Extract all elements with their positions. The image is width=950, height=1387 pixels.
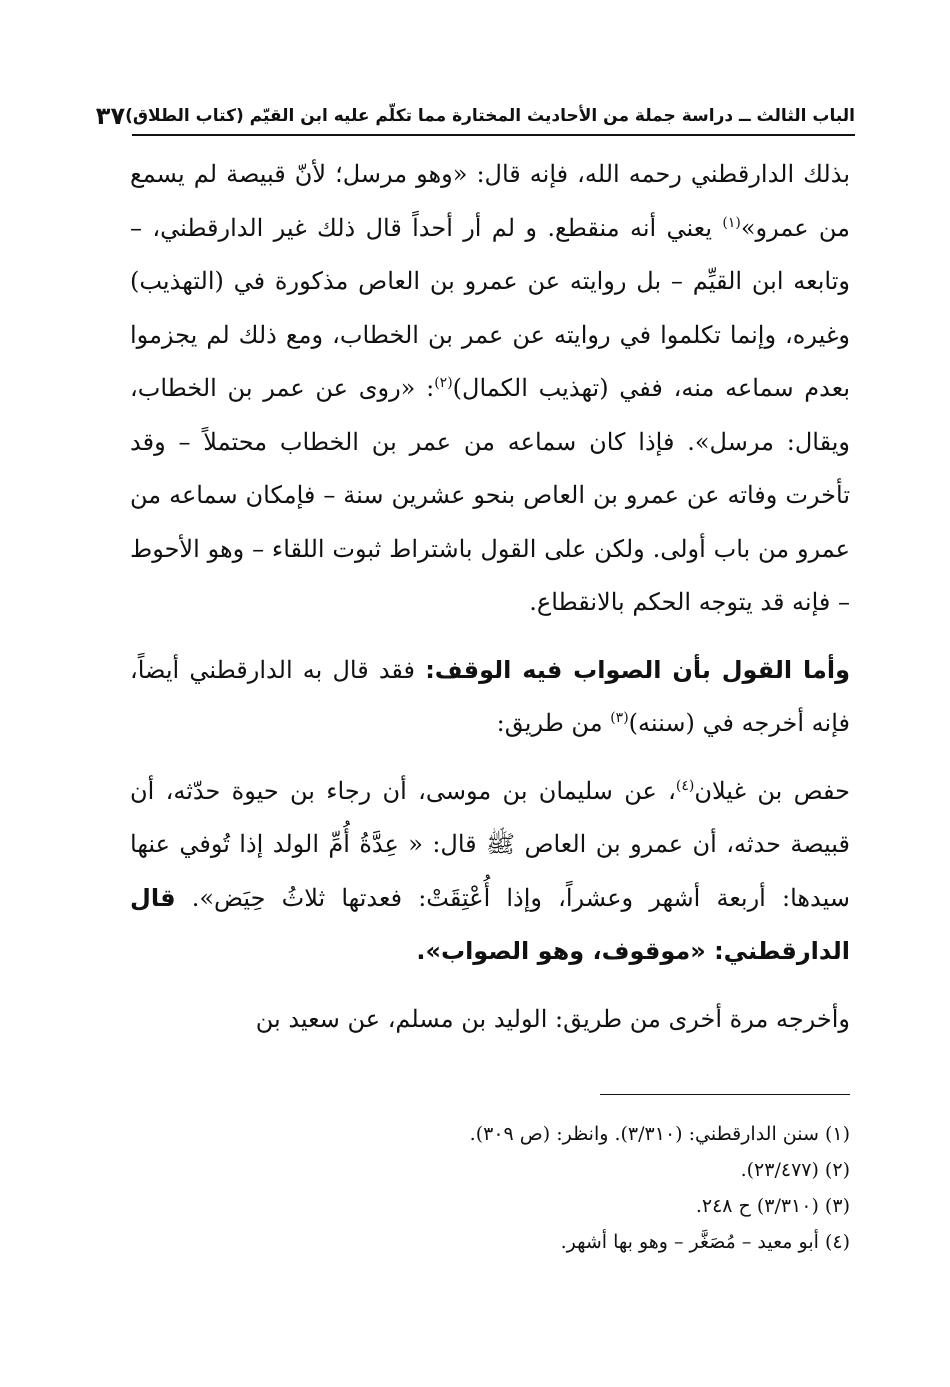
verdict-text: قال الدارقطني: «موقوف، وهو الصواب». [130, 883, 850, 965]
footnote-ref: (٤) [675, 777, 695, 794]
paragraph-text: بذلك الدارقطني رحمه الله، فإنه قال: «وهو مرسل؛ لأنّ قبيصة لم يسمع من عمرو» [130, 160, 851, 242]
paragraph-text: وأخرجه مرة أخرى من طريق: الوليد بن مسلم، عن سعيد بن [255, 1004, 850, 1033]
page-number: ٣٧ [95, 102, 126, 130]
running-header [95, 90, 855, 136]
footnote-ref: (١) [722, 214, 741, 231]
paragraph-text: : «روى عن عمر بن الخطاب، ويقال: مرسل». فإذا كان سماعه من عمر بن الخطاب محتملاً – وقد تأخرت وفاته عن عمرو بن العاص بنحو عشرين سنة – فإمكان سماعه من عمرو من باب أولى. ولكن على القول باشتراط ثبوت اللقاء – وهو الأحوط – فإنه قد يتوجه الحكم بالانقطاع. [130, 374, 850, 616]
main-text [130, 148, 850, 1046]
footnote: (٣) (٣/٣١٠) ح ٢٤٨. [695, 1195, 850, 1217]
paragraph-text: ، عن سليمان بن موسى، أن رجاء بن حيوة حدّثه، أن قبيصة حدثه، أن عمرو بن العاص ﷺ قال: « عِدَّةُ أُمِّ الولد إذا تُوفي عنها سيدها: أربعة أشهر وعشراً، وإذا أُعْتِقَتْ: فعدتها ثلاثُ حِيَض». [130, 776, 850, 912]
footnote: (٢) (٢٣/٤٧٧). [740, 1159, 850, 1181]
paragraph [130, 765, 850, 979]
footnote: (١) سنن الدارقطني: (٣/٣١٠). وانظر: (ص ٣٠٩). [469, 1123, 850, 1145]
footnote-divider [600, 1094, 850, 1095]
chapter-title: الباب الثالث ــ دراسة جملة من الأحاديث المختارة مما تكلّم عليه ابن القيّم (كتاب الطلاق) [125, 106, 855, 126]
section-lead: وأما القول بأن الصواب فيه الوقف: [425, 655, 850, 684]
paragraph-text: حفص بن غيلان [694, 776, 850, 805]
paragraph [130, 644, 850, 751]
paragraph [130, 148, 850, 630]
paragraph [130, 993, 850, 1047]
footnote-ref: (٢) [434, 375, 453, 391]
footnote-ref: (٣) [610, 710, 629, 726]
footnotes [130, 1116, 850, 1260]
paragraph-text: فقد قال به الدارقطني أيضاً، فإنه أخرجه في (سننه) [130, 655, 850, 737]
footnote: (٤) أبو معيد – مُصَغَّر – وهو بها أشهر. [560, 1231, 850, 1253]
paragraph-text: يعني أنه منقطع. و لم أر أحداً قال ذلك غير الدارقطني، – وتابعه ابن القيِّم – بل روايته عن عمرو بن العاص مذكورة في (التهذيب) وغيره، وإنما تكلموا في روايته عن عمر بن الخطاب، ومع ذلك لم يجزموا بعدم سماعه منه، ففي (تهذيب الكمال) [130, 213, 851, 402]
paragraph-text: من طريق: [496, 709, 611, 737]
